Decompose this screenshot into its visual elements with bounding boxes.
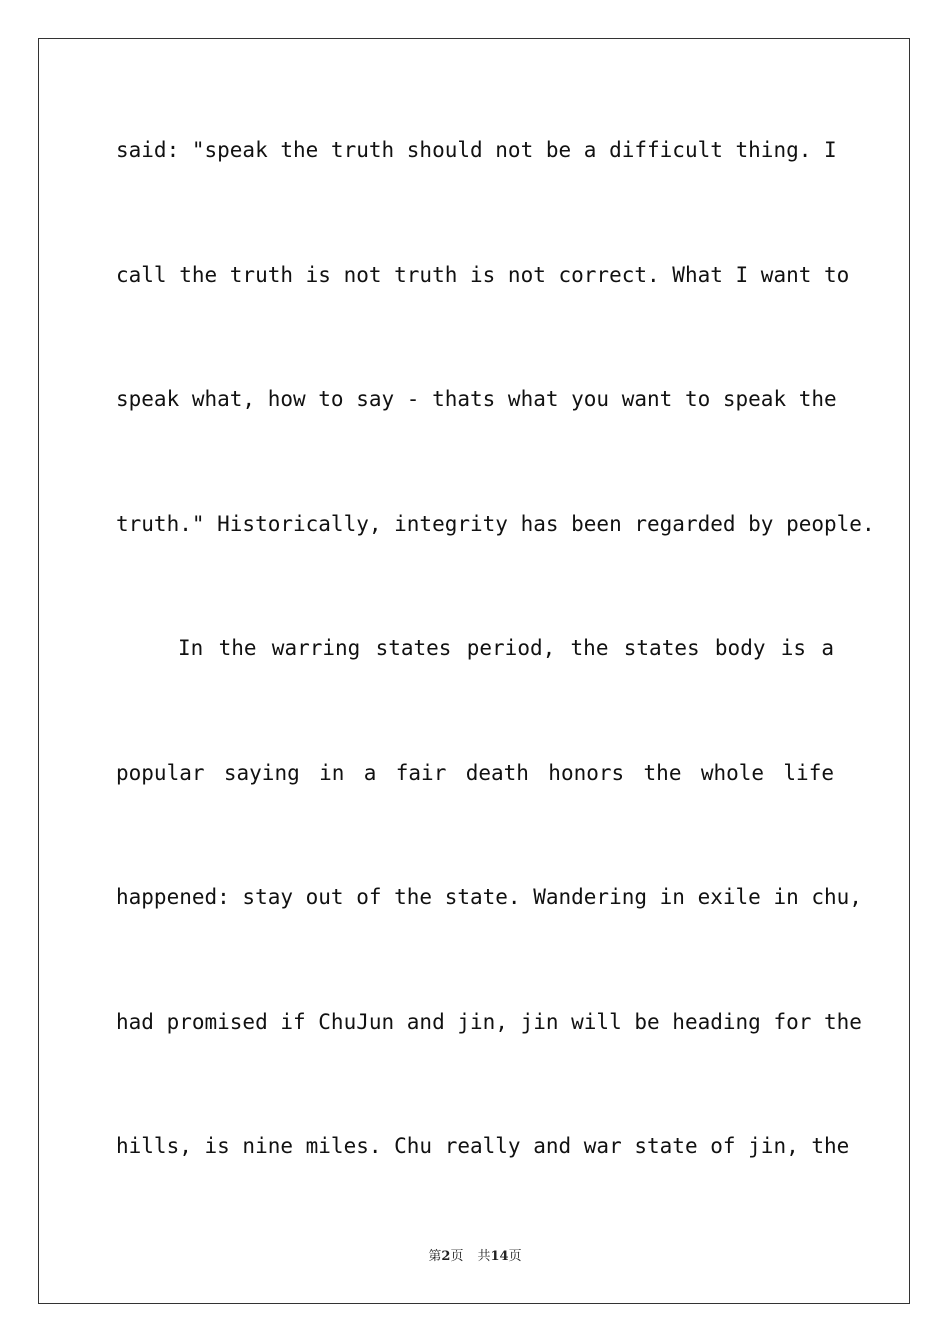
footer-total-suffix: 页	[508, 1249, 522, 1264]
body-line-8: had promised if ChuJun and jin, jin will be heading for the	[116, 1010, 862, 1034]
page-frame	[38, 38, 910, 1304]
body-line-3: speak what, how to say - thats what you want to speak the	[116, 387, 837, 411]
page-footer	[0, 1248, 950, 1266]
body-line-4: truth." Historically, integrity has been regarded by people.	[116, 512, 875, 536]
body-line-2: call the truth is not truth is not correct. What I want to	[116, 263, 850, 287]
footer-page-suffix: 页	[450, 1249, 464, 1264]
body-line-5: In the warring states period, the states body is a	[178, 636, 834, 660]
body-line-6: popular saying in a fair death honors the whole life	[116, 761, 834, 785]
body-line-1: said: "speak the truth should not be a difficult thing. I	[116, 138, 837, 162]
footer-total-prefix: 共	[477, 1249, 491, 1264]
footer-page-number: 2	[441, 1249, 451, 1264]
footer-total-number: 14	[490, 1249, 509, 1264]
body-line-7: happened: stay out of the state. Wandering in exile in chu,	[116, 885, 862, 909]
footer-page-prefix: 第	[428, 1249, 442, 1264]
body-line-9: hills, is nine miles. Chu really and war state of jin, the	[116, 1134, 850, 1158]
